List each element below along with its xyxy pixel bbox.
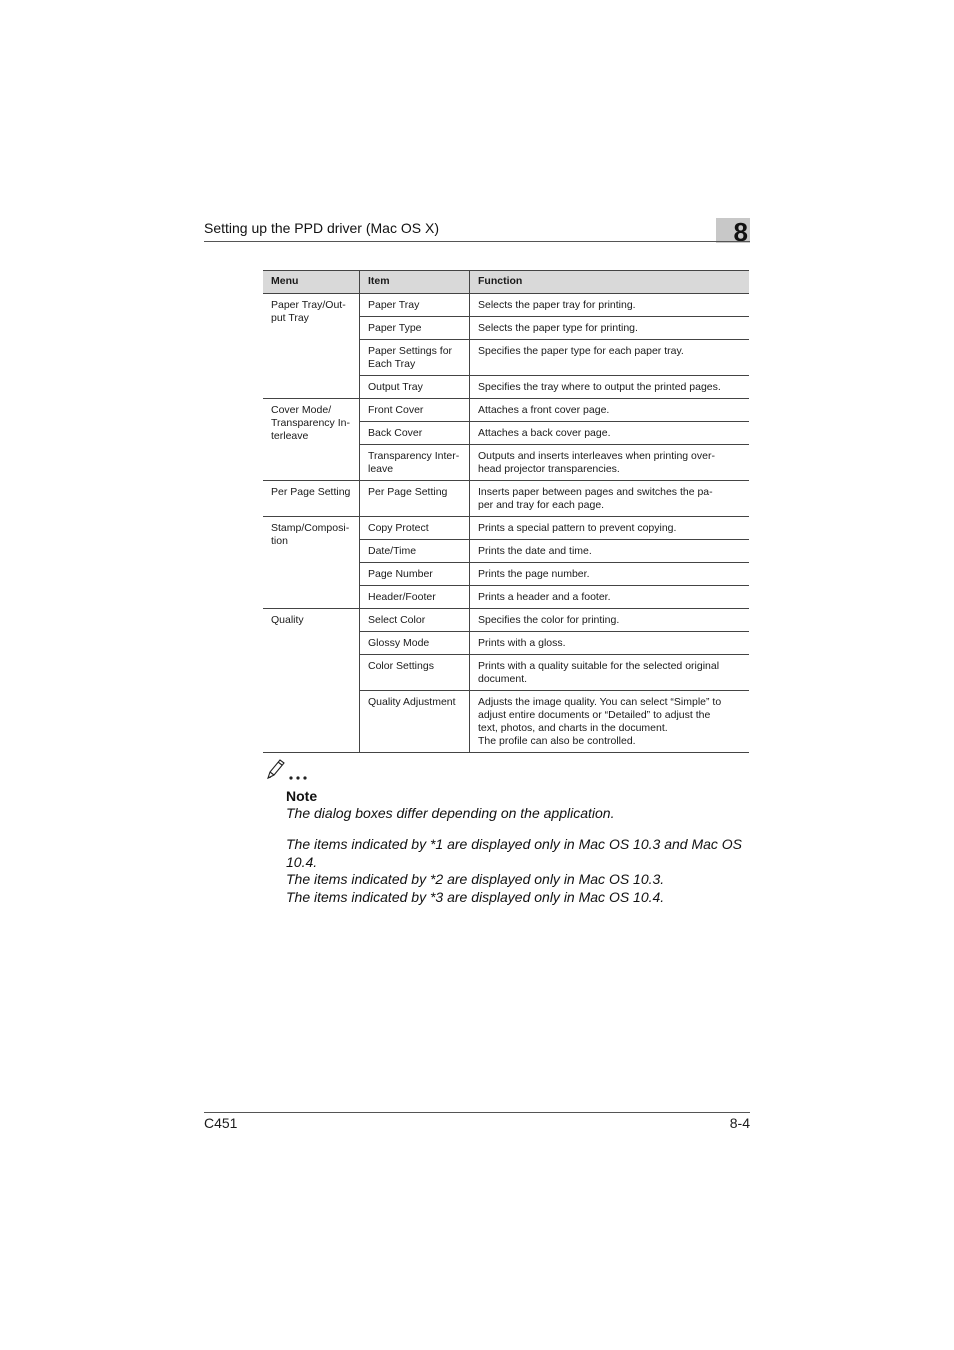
- function-cell: Selects the paper type for printing.: [470, 317, 750, 340]
- note-text-1: The dialog boxes differ depending on the application.: [286, 805, 615, 821]
- item-cell: Paper Settings for Each Tray: [360, 340, 470, 376]
- note-text-4: The items indicated by *3 are displayed only in Mac OS 10.4.: [286, 889, 665, 905]
- item-cell: Glossy Mode: [360, 632, 470, 655]
- function-cell: Attaches a back cover page.: [470, 422, 750, 445]
- table-row: [263, 481, 749, 517]
- table-row: [263, 517, 749, 540]
- note-label: Note: [286, 788, 318, 804]
- item-cell: Copy Protect: [360, 517, 470, 540]
- item-cell: Back Cover: [360, 422, 470, 445]
- footer-model: C451: [204, 1115, 238, 1131]
- header-title: Setting up the PPD driver (Mac OS X): [204, 220, 439, 236]
- function-cell: Prints a special pattern to prevent copying.: [470, 517, 750, 540]
- item-cell: Color Settings: [360, 655, 470, 691]
- table-body: [263, 294, 749, 753]
- function-cell: Prints the page number.: [470, 563, 750, 586]
- item-cell: Quality Adjustment: [360, 691, 470, 753]
- footer-page-number: 8-4: [729, 1115, 750, 1131]
- table-row: [263, 609, 749, 632]
- function-cell: Adjusts the image quality. You can select “Simple” to adjust entire documents or “Detailed” to adjust the text, photos, and charts in the document. The profile can also be controlled.: [470, 691, 750, 753]
- function-cell: Prints with a gloss.: [470, 632, 750, 655]
- item-cell: Paper Type: [360, 317, 470, 340]
- item-cell: Paper Tray: [360, 294, 470, 317]
- item-cell: Output Tray: [360, 376, 470, 399]
- function-cell: Prints with a quality suitable for the selected original document.: [470, 655, 750, 691]
- item-cell: Transparency Inter- leave: [360, 445, 470, 481]
- menu-function-table: [263, 270, 749, 753]
- pencil-note-icon: [265, 758, 315, 782]
- function-cell: Outputs and inserts interleaves when printing over- head projector transparencies.: [470, 445, 750, 481]
- function-cell: Prints a header and a footer.: [470, 586, 750, 609]
- function-cell: Specifies the tray where to output the printed pages.: [470, 376, 750, 399]
- note-text-3: The items indicated by *2 are displayed only in Mac OS 10.3.: [286, 871, 665, 887]
- menu-cell: Paper Tray/Out- put Tray: [263, 294, 360, 399]
- header-divider: [204, 241, 750, 242]
- header-item: Item: [360, 271, 470, 294]
- function-cell: Specifies the color for printing.: [470, 609, 750, 632]
- table-row: [263, 399, 749, 422]
- item-cell: Header/Footer: [360, 586, 470, 609]
- function-cell: Inserts paper between pages and switches the pa- per and tray for each page.: [470, 481, 750, 517]
- function-cell: Attaches a front cover page.: [470, 399, 750, 422]
- menu-cell: Quality: [263, 609, 360, 753]
- item-cell: Date/Time: [360, 540, 470, 563]
- function-cell: Prints the date and time.: [470, 540, 750, 563]
- item-cell: Per Page Setting: [360, 481, 470, 517]
- chapter-badge: [716, 217, 750, 247]
- item-cell: Front Cover: [360, 399, 470, 422]
- table-row: [263, 294, 749, 317]
- chapter-number: 8: [733, 217, 748, 247]
- menu-cell: Stamp/Composi- tion: [263, 517, 360, 609]
- function-cell: Selects the paper tray for printing.: [470, 294, 750, 317]
- function-cell: Specifies the paper type for each paper tray.: [470, 340, 750, 376]
- header-function: Function: [470, 271, 750, 294]
- menu-cell: Per Page Setting: [263, 481, 360, 517]
- item-cell: Page Number: [360, 563, 470, 586]
- menu-cell: Cover Mode/ Transparency In- terleave: [263, 399, 360, 481]
- header-menu: Menu: [263, 271, 360, 294]
- table-header-row: [263, 271, 749, 294]
- item-cell: Select Color: [360, 609, 470, 632]
- note-text-2: The items indicated by *1 are displayed only in Mac OS 10.3 and Mac OS 10.4.: [286, 836, 743, 870]
- footer-divider: [204, 1112, 750, 1113]
